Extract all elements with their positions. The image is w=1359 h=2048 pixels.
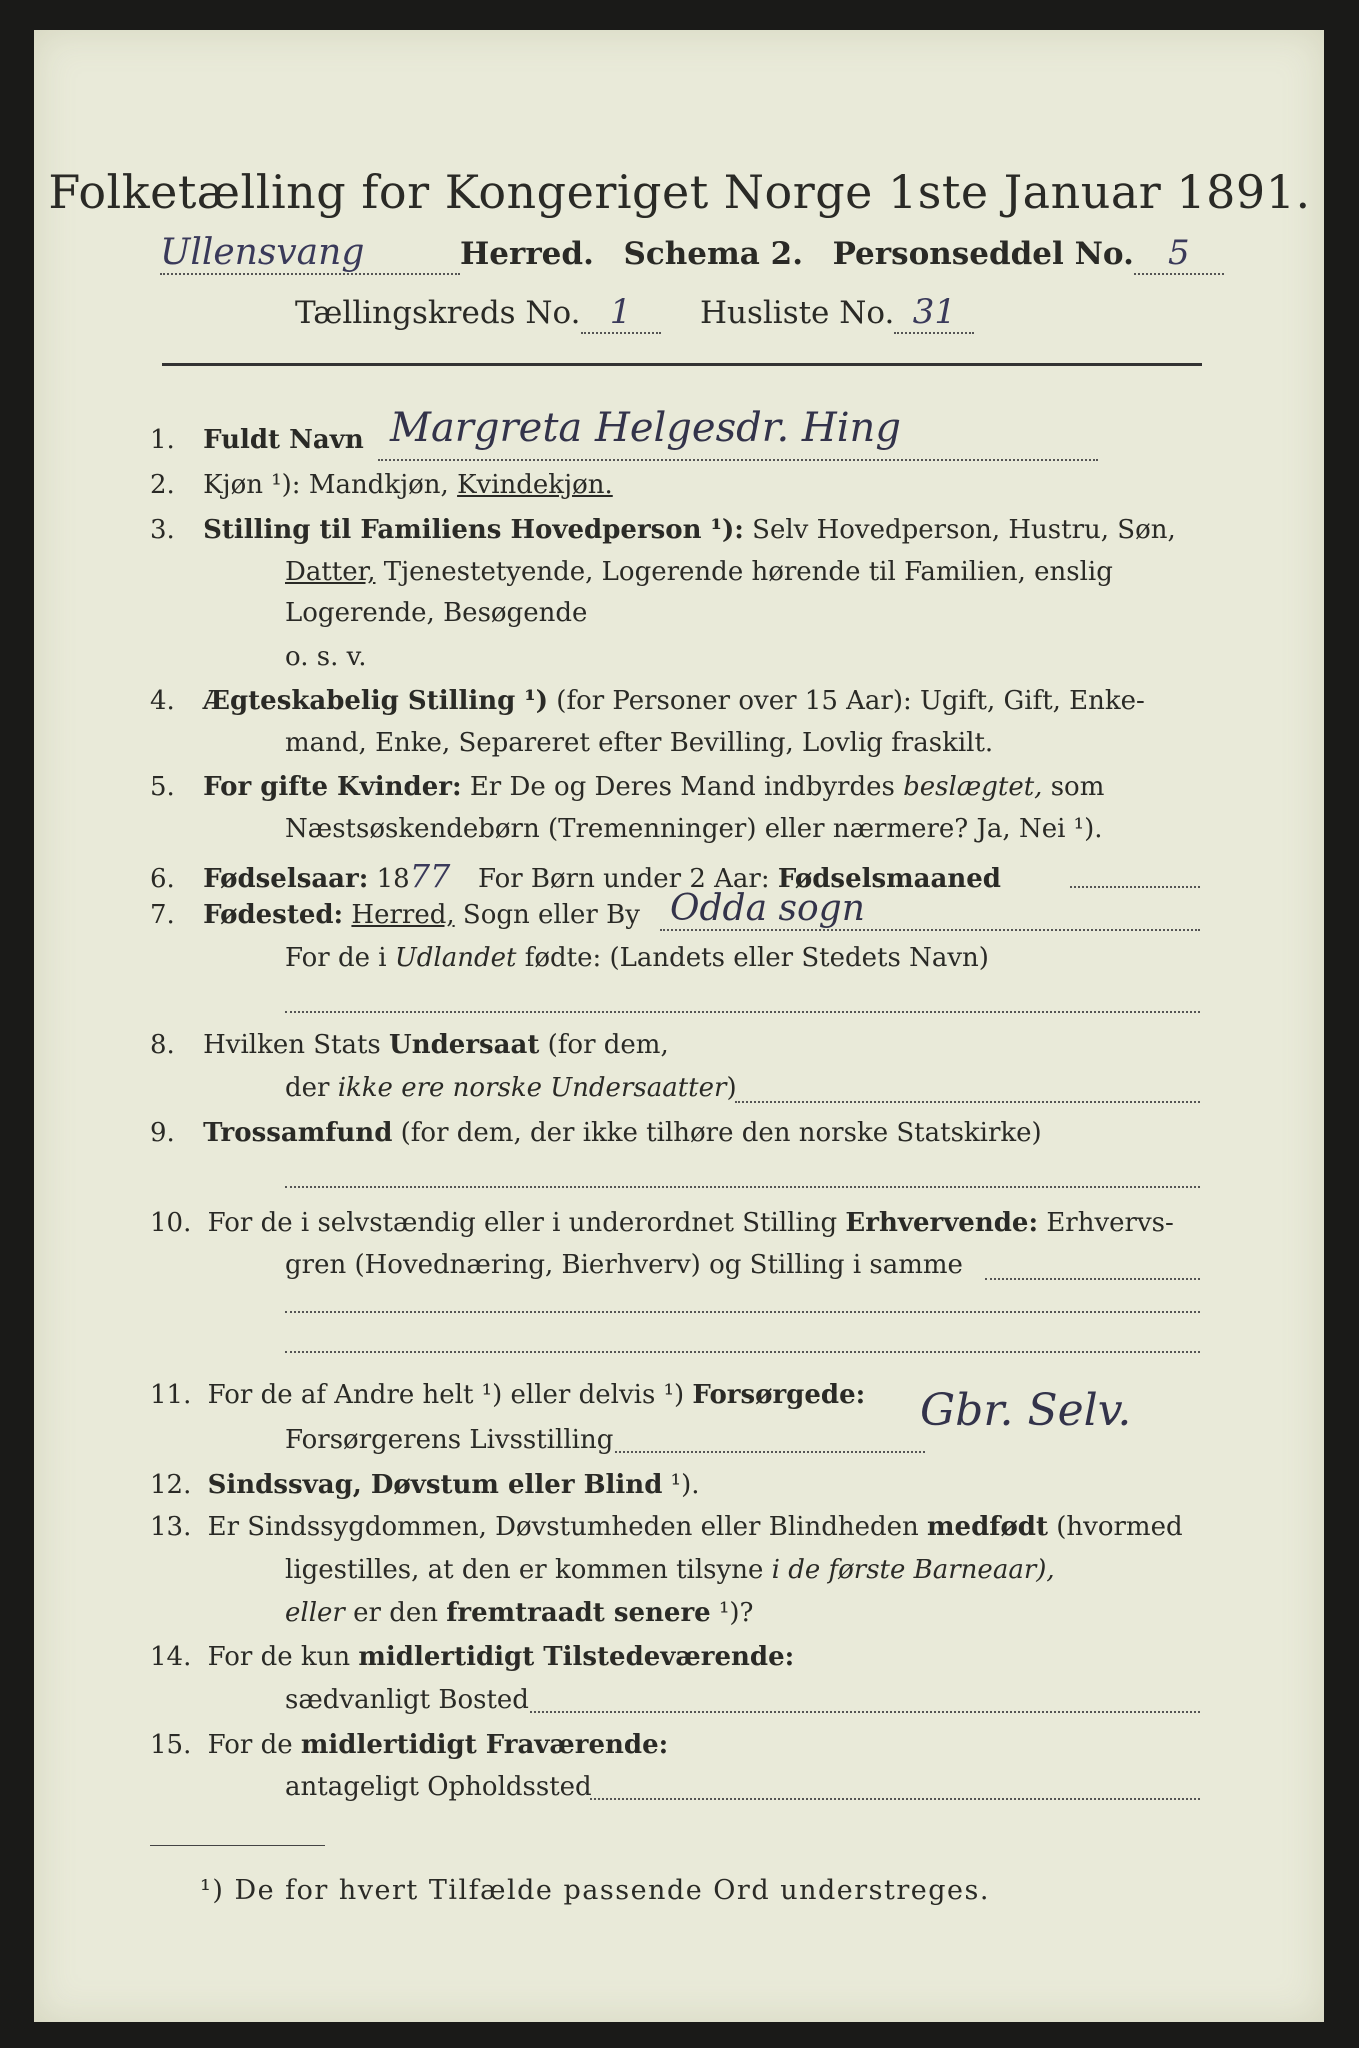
item-1-value: Margreta Helgesdr. Hing [390,405,901,451]
item-13-text1: Er Sindssygdommen, Døvstumheden eller Blindheden [207,1512,919,1542]
item-6-fill [1070,885,1200,888]
item-1-fill [378,458,1098,461]
item-8-text1: Hvilken Stats [203,1030,381,1060]
item-9-fill [285,1185,1200,1188]
item-7-text: Sogn eller By [462,900,640,930]
item-11-text1: For de af Andre helt ¹) eller delvis ¹) [207,1380,685,1410]
item-2-value: Kvindekjøn. [457,470,613,500]
item-13 [150,1512,1183,1542]
item-7-num: 7. [150,900,175,930]
item-15-fill [590,1797,1200,1800]
item-7-text2b: Udlandet [394,943,517,973]
item-10-fill [985,1277,1200,1280]
item-10-text1: For de i selvstændig eller i underordnet Stilling [207,1208,838,1238]
item-13-text1b: (hvormed [1056,1512,1183,1542]
item-3-num: 3. [150,515,175,545]
item-15-text2: antageligt Opholdssted [285,1772,592,1802]
item-7-value: Odda sogn [670,888,865,929]
form-title: Folketælling for Kongeriget Norge 1ste Januar 1891. [48,165,1311,219]
item-4 [150,686,1145,716]
item-7-line2 [285,943,989,973]
kreds-no: 1 [581,292,661,334]
item-6-prefix: 18 [376,864,410,894]
item-10-text2: gren (Hovednæring, Bierhverv) og Stilling i samme [285,1250,963,1280]
item-10-fill3 [285,1350,1200,1353]
item-3-line2 [285,557,1113,587]
item-6 [150,857,1001,895]
item-7-opt: Herred, [351,900,455,930]
item-9-text: (for dem, der ikke tilhøre den norske Statskirke) [400,1118,1042,1148]
item-6-num: 6. [150,864,175,894]
item-5 [150,772,1104,802]
item-6-label2: Fødselsmaaned [777,864,1001,894]
item-13-line2 [285,1555,1055,1585]
item-7 [150,900,640,930]
item-8-label: Undersaat [389,1030,540,1060]
item-4-text2: mand, Enke, Separeret efter Bevilling, Lovlig fraskilt. [285,728,994,758]
herred-label: Herred. [460,236,594,272]
item-8-text2b: ikke ere norske Undersaatter [337,1073,727,1103]
item-14-label: midlertidigt Tilstedeværende: [358,1642,795,1672]
item-13-label2: fremtraadt senere [446,1598,711,1628]
item-8-text2: der [285,1073,330,1103]
item-1-label: Fuldt Navn [203,425,364,455]
item-5-text1b: beslægtet, [903,772,1043,802]
item-5-label: For gifte Kvinder: [203,772,462,802]
footnote-rule [150,1845,325,1846]
item-2-num: 2. [150,470,175,500]
item-6-value: 77 [409,857,451,895]
item-11-label: Forsørgede: [692,1380,866,1410]
item-8 [150,1030,669,1060]
item-5-text2: Næstsøskendebørn (Tremenninger) eller nærmere? Ja, Nei ¹). [285,814,1103,844]
item-3-text3: Logerende, Besøgende [285,598,588,628]
item-9-num: 9. [150,1118,175,1148]
item-14-text1: For de kun [207,1642,351,1672]
item-13-text2b: i de første Barneaar), [771,1555,1055,1585]
herred-value: Ullensvang [160,232,460,275]
personseddel-no: 5 [1134,233,1224,275]
item-12-label: Sindssvag, Døvstum eller Blind [207,1470,663,1500]
item-13-line3 [285,1598,753,1628]
item-14 [150,1642,794,1672]
item-1-num: 1. [150,425,175,455]
kreds-line [295,292,974,334]
item-7-fill2 [285,1010,1200,1013]
item-11-num: 11. [150,1380,192,1410]
item-13-text3c: ¹)? [710,1598,754,1628]
item-8-num: 8. [150,1030,175,1060]
item-10-num: 10. [150,1208,192,1238]
item-5-text1c: som [1050,772,1105,802]
item-11-fill [615,1450,925,1453]
item-10-text1b: Erhvervs- [1046,1208,1174,1238]
item-6-label: Fødselsaar: [203,864,369,894]
item-11-text2: Forsørgerens Livsstilling [285,1425,614,1455]
item-13-label: medfødt [927,1512,1048,1542]
personseddel-label: Personseddel No. [832,236,1134,272]
item-12 [150,1470,700,1500]
schema-label: Schema 2. [623,236,804,272]
item-13-text3: eller [285,1598,345,1628]
item-6-text: For Børn under 2 Aar: [477,864,770,894]
kreds-label: Tællingskreds No. [295,295,581,331]
item-1 [150,425,364,455]
item-5-num: 5. [150,772,175,802]
item-11-value: Gbr. Selv. [920,1385,1132,1436]
item-4-num: 4. [150,686,175,716]
husliste-label: Husliste No. [699,295,895,331]
item-4-text1: (for Personer over 15 Aar): Ugift, Gift, Enke- [556,686,1145,716]
herred-line [160,232,1224,275]
item-15-text1: For de [207,1730,293,1760]
item-4-label: Ægteskabelig Stilling ¹) [203,686,549,716]
item-11 [150,1380,865,1410]
item-7-text2: For de i [285,943,387,973]
item-12-num: 12. [150,1470,192,1500]
footnote: ¹) De for hvert Tilfælde passende Ord understreges. [200,1875,990,1906]
item-3-label: Stilling til Familiens Hovedperson ¹): [203,515,744,545]
item-10-label: Erhvervende: [845,1208,1039,1238]
item-13-text2: ligestilles, at den er kommen tilsyne [285,1555,764,1585]
item-9 [150,1118,1042,1148]
item-8-line2: der ikke ere norske Undersaatter) [285,1073,737,1103]
item-15 [150,1730,668,1760]
husliste-no: 31 [894,292,974,334]
item-3 [150,515,1176,545]
item-3-text1: Selv Hovedperson, Hustru, Søn, [752,515,1176,545]
item-15-label: midlertidigt Fraværende: [300,1730,669,1760]
header-rule [162,363,1202,366]
item-10 [150,1208,1174,1238]
item-2 [150,470,613,500]
item-8-text1b: (for dem, [547,1030,669,1060]
item-13-text3b: er den [353,1598,438,1628]
item-7-label: Fødested: [203,900,344,930]
item-14-text2: sædvanligt Bosted [285,1685,529,1715]
item-3-text2: Tjenestetyende, Logerende hørende til Familien, enslig [383,557,1113,587]
item-7-text2c: fødte: (Landets eller Stedets Navn) [524,943,989,973]
item-14-fill [530,1710,1200,1713]
item-3-value: Datter, [285,557,376,587]
item-14-num: 14. [150,1642,192,1672]
item-12-tail: ¹). [662,1470,700,1500]
item-3-text4: o. s. v. [285,642,367,672]
item-9-label: Trossamfund [203,1118,393,1148]
item-2-label: Kjøn ¹): Mandkjøn, [203,470,449,500]
item-5-text1: Er De og Deres Mand indbyrdes [469,772,895,802]
item-15-num: 15. [150,1730,192,1760]
item-10-fill2 [285,1310,1200,1313]
item-13-num: 13. [150,1512,192,1542]
item-8-fill [735,1100,1200,1103]
